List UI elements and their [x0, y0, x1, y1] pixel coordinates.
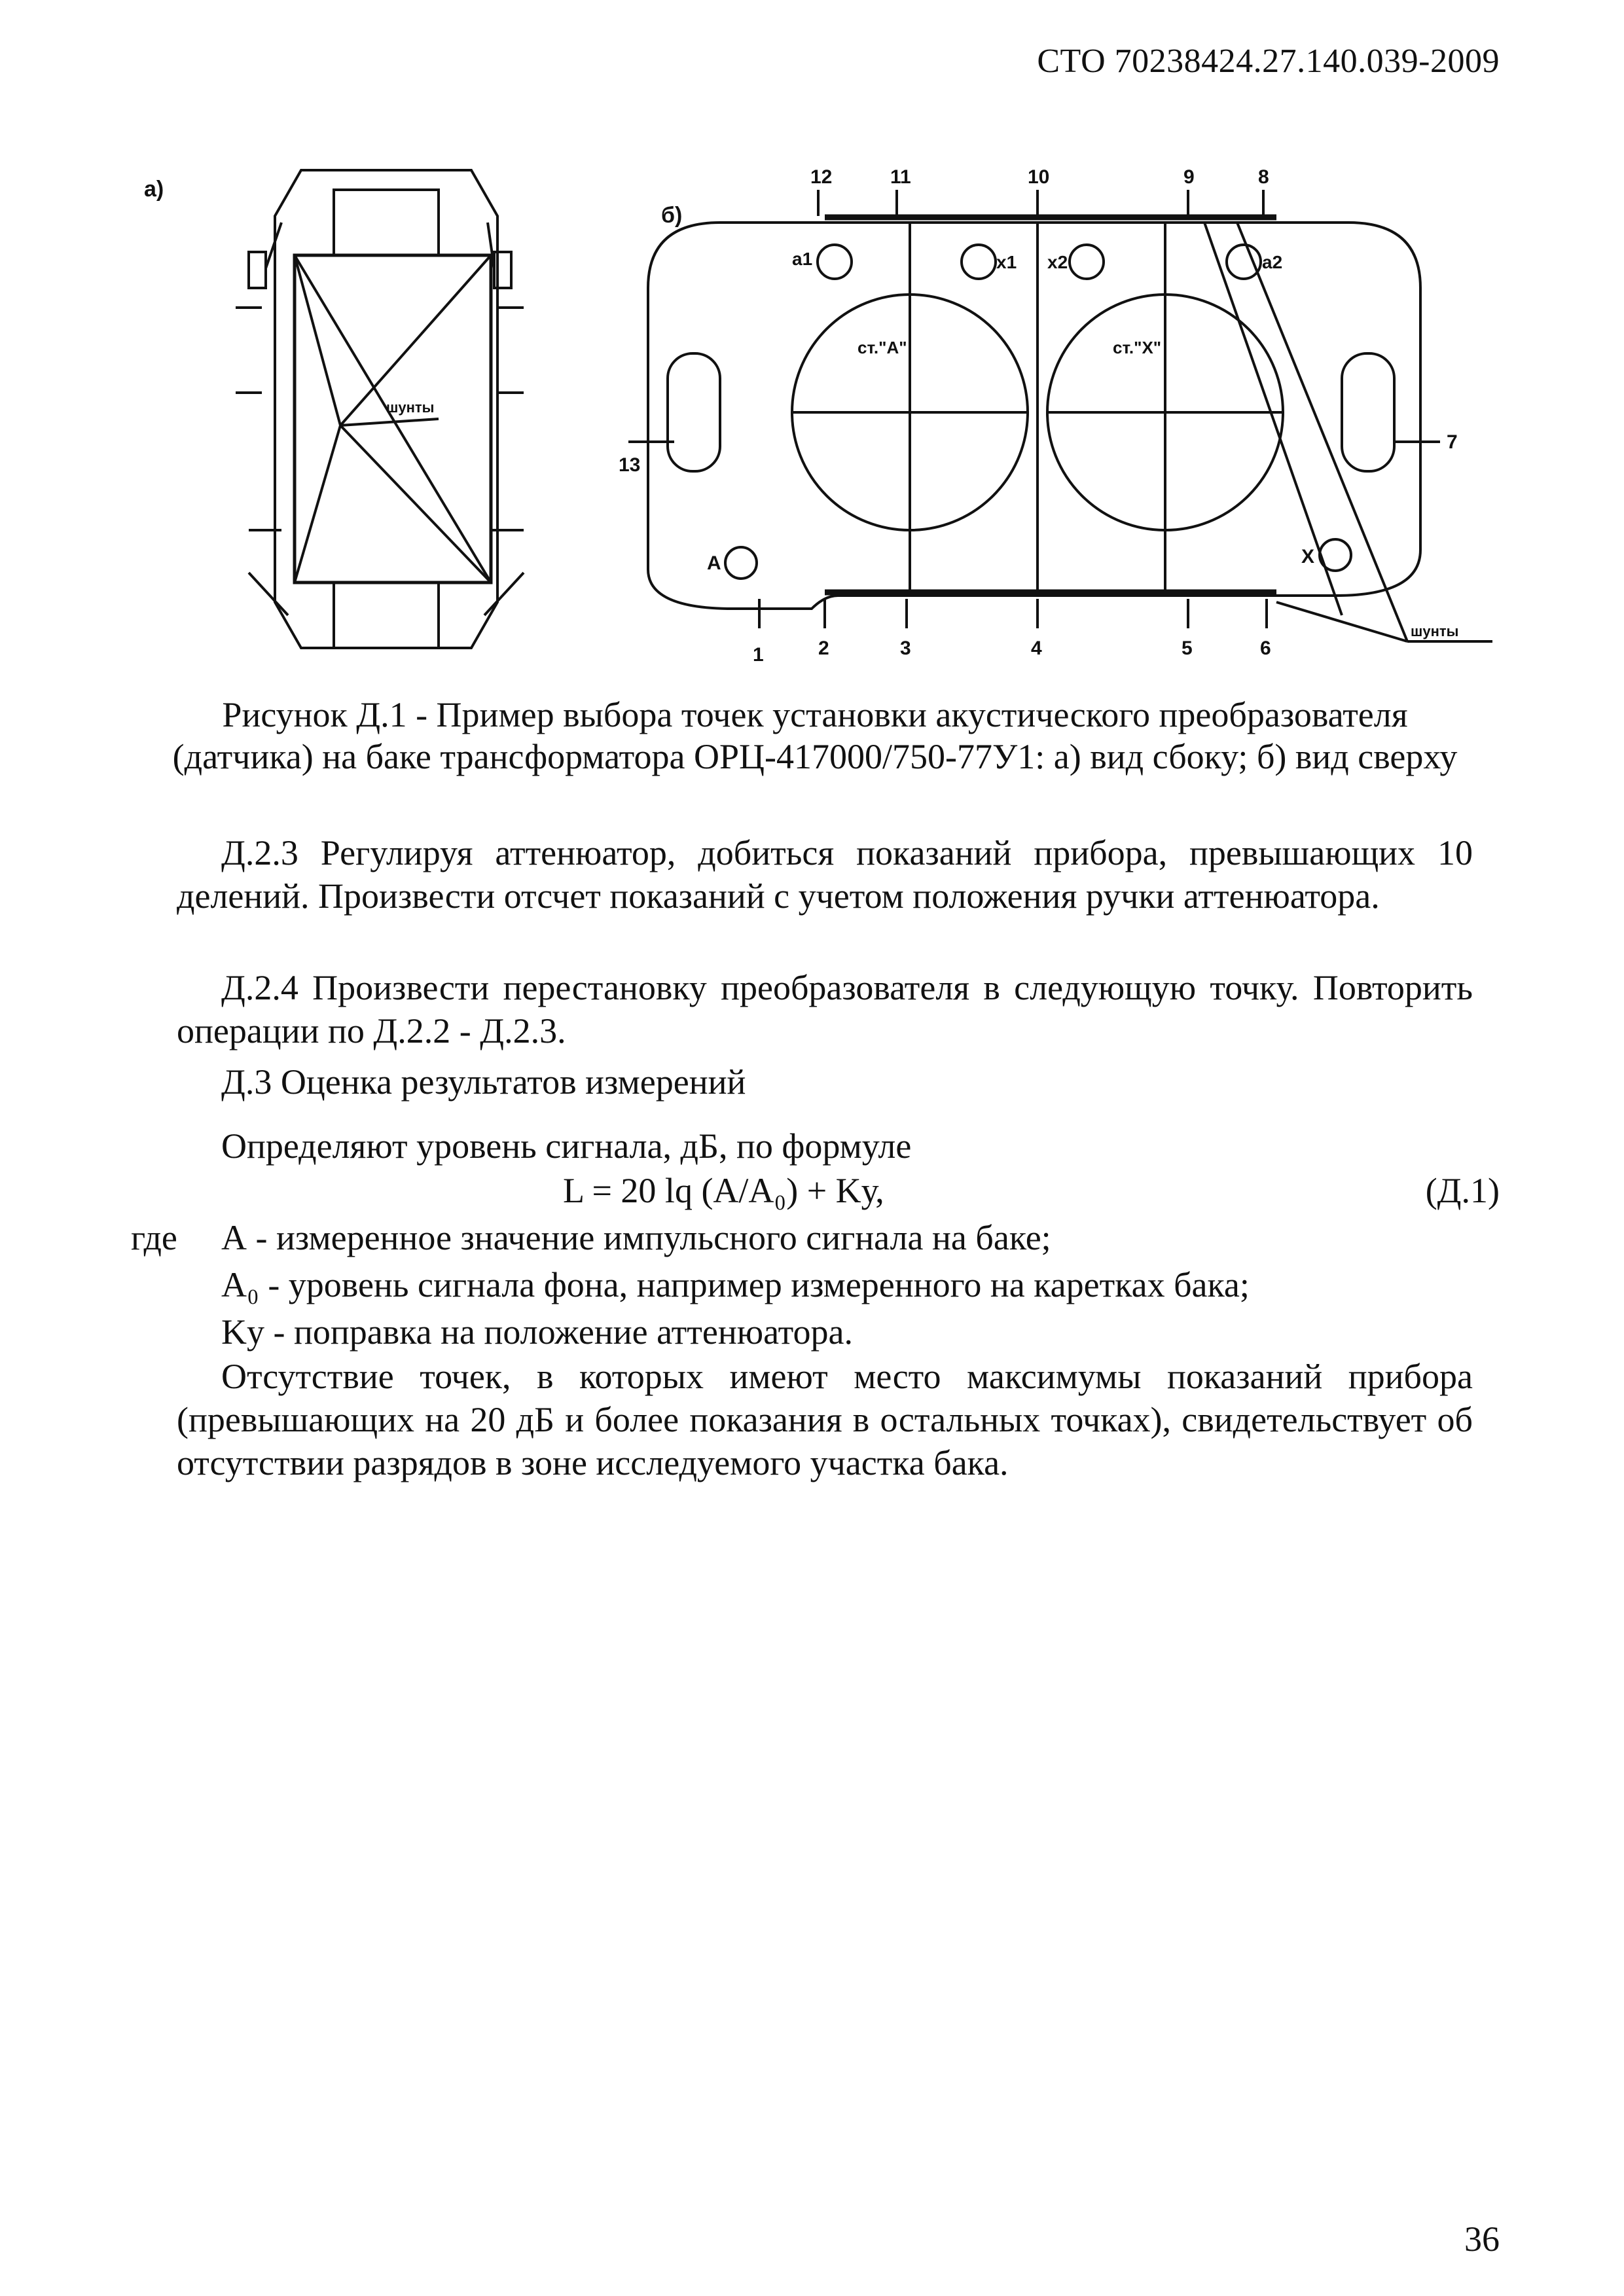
shunt-label-a: шунты — [386, 399, 435, 416]
shunt-label-b: шунты — [1411, 623, 1459, 639]
top-number-11: 11 — [890, 166, 911, 188]
point-X: Х — [1301, 546, 1315, 567]
side-number-13: 13 — [619, 454, 641, 476]
phase-a-label: ст."А" — [857, 338, 907, 357]
top-number-9: 9 — [1183, 166, 1195, 188]
bottom-number-5: 5 — [1182, 637, 1193, 659]
phase-x-label: ст."Х" — [1113, 338, 1162, 357]
where-lead: где — [131, 1218, 177, 1257]
side-number-7: 7 — [1447, 431, 1458, 453]
where-item-a0: A₀ - уровень сигнала фона, например измеренного на каретках бака; — [221, 1265, 1250, 1304]
where-item-a: А - измеренное значение импульсного сигнала на баке; — [221, 1218, 1051, 1257]
top-number-10: 10 — [1028, 166, 1050, 188]
top-number-8: 8 — [1258, 166, 1269, 188]
point-a1: а1 — [792, 249, 813, 269]
formula-d1: L = 20 lq (A/A₀) + Kу, — [563, 1171, 884, 1210]
conclusion-paragraph: Отсутствие точек, в которых имеют место максимумы показаний прибора (превышающих на 20 дБ и более показания в остальных точках), свидетельствует об отсутствии разрядов в зоне исследуемого участка бака. — [177, 1357, 1473, 1482]
bottom-number-1: 1 — [753, 644, 764, 666]
point-a2: а2 — [1262, 252, 1283, 272]
bottom-number-4: 4 — [1031, 637, 1042, 659]
where-item-ku: Kу - поправка на положение аттенюатора. — [221, 1312, 854, 1352]
part-a-label: а) — [144, 177, 164, 202]
figure-caption: Рисунок Д.1 - Пример выбора точек установки акустического преобразователя (датчика) на баке трансформатора ОРЦ-417000/750-77У1: а) вид сбоку; б) вид сверху — [172, 695, 1458, 776]
part-b-label: б) — [661, 203, 683, 228]
point-x1: х1 — [996, 252, 1017, 272]
page-number: 36 — [1464, 2219, 1500, 2259]
transformer-tank-figure — [131, 144, 1512, 684]
bottom-number-3: 3 — [900, 637, 911, 659]
paragraph-d24: Д.2.4 Произвести перестановку преобразователя в следующую точку. Повторить операции по Д.2.2 - Д.2.3. — [177, 968, 1473, 1050]
document-code-header: СТО 70238424.27.140.039-2009 — [1037, 43, 1500, 80]
tank-drawing — [131, 144, 1512, 681]
section-d3-heading: Д.3 Оценка результатов измерений — [221, 1062, 746, 1102]
bottom-number-6: 6 — [1260, 637, 1271, 659]
bottom-number-2: 2 — [818, 637, 829, 659]
top-number-12: 12 — [810, 166, 833, 188]
formula-number: (Д.1) — [1425, 1171, 1500, 1210]
point-A: А — [707, 552, 721, 574]
formula-intro: Определяют уровень сигнала, дБ, по формуле — [221, 1126, 912, 1166]
point-x2: х2 — [1047, 252, 1068, 272]
paragraph-d23: Д.2.3 Регулируя аттенюатор, добиться показаний прибора, превышающих 10 делений. Произвести отсчет показаний с учетом положения ручки аттенюатора. — [177, 833, 1473, 916]
